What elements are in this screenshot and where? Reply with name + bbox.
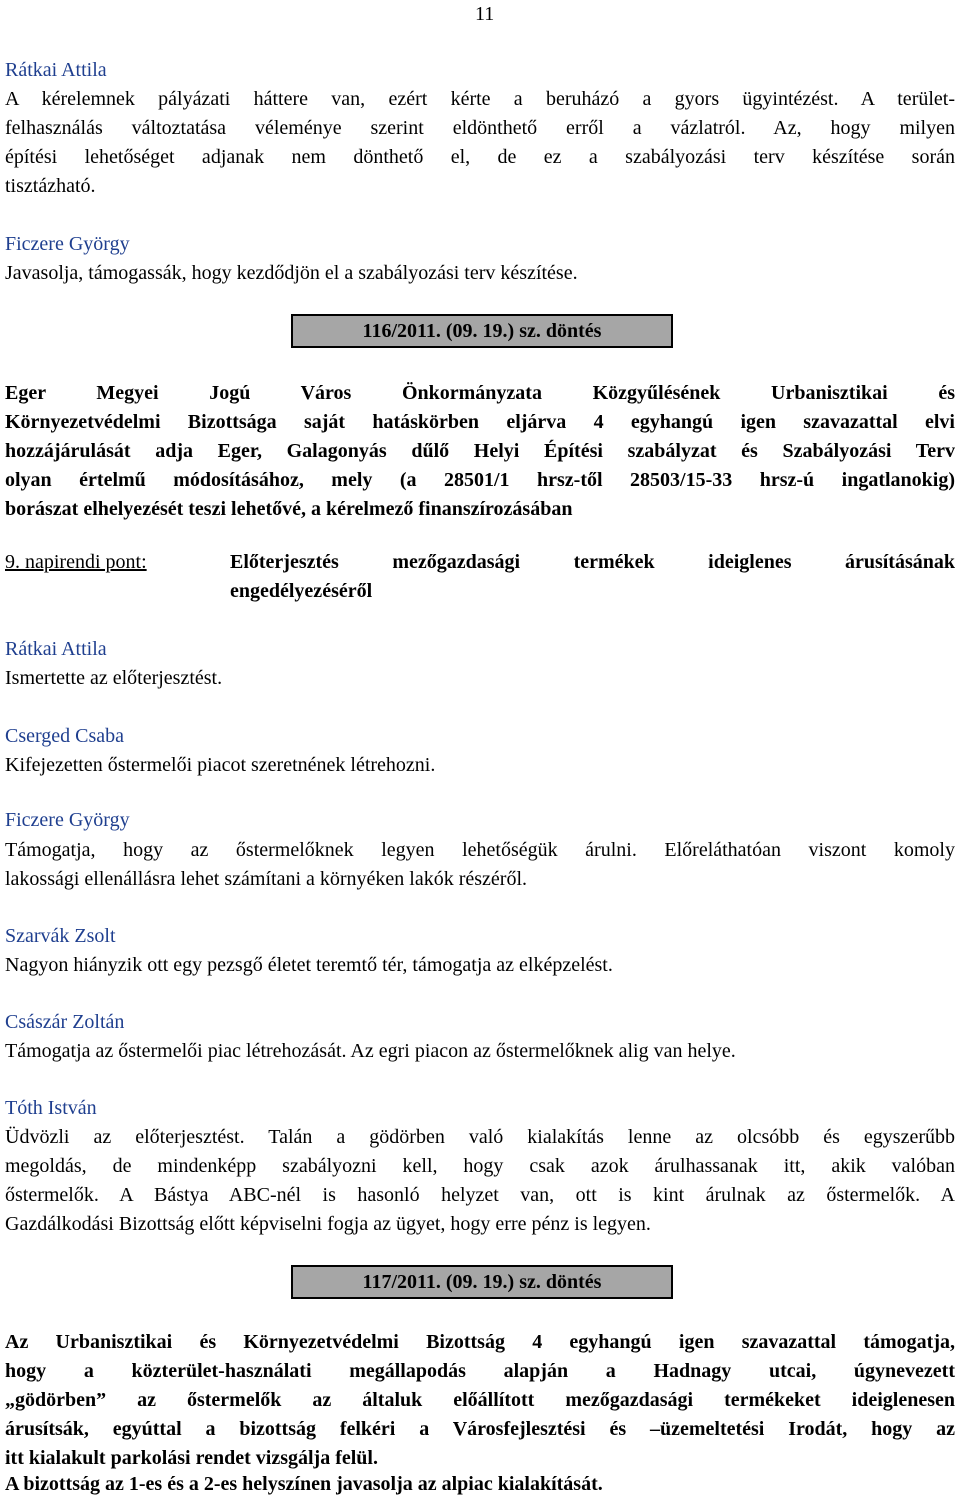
decision-number-box: 116/2011. (09. 19.) sz. döntés (291, 314, 673, 348)
speaker-name: Ficzere György (5, 809, 130, 831)
speaker-name: Ficzere György (5, 233, 130, 255)
decision-text-line: Környezetvédelmi Bizottsága saját hatáskörben eljárva 4 egyhangú igen szavazattal elvi (5, 411, 955, 433)
decision-text-line: hogy a közterület-használati megállapodás alapján a Hadnagy utcai, úgynevezett (5, 1360, 955, 1382)
paragraph-line: Támogatja, hogy az őstermelőknek legyen lehetőségük árulni. Előreláthatóan viszont komoly (5, 839, 955, 861)
paragraph-line: Ismertette az előterjesztést. (5, 667, 223, 689)
decision-text-line: Az Urbanisztikai és Környezetvédelmi Bizottság 4 egyhangú igen szavazattal támogatja, (5, 1331, 955, 1353)
paragraph-line: megoldás, de mindenképp szabályozni kell, hogy csak azok árulhassanak itt, akik valóban (5, 1155, 955, 1177)
speaker-name: Rátkai Attila (5, 59, 107, 81)
decision-text-line: borászat elhelyezését teszi lehetővé, a kérelmező finanszírozásában (5, 498, 573, 520)
decision-text-line: olyan értelmű módosításához, mely (a 28501/1 hrsz-től 28503/15-33 hrsz-ú ingatlanokig) (5, 469, 955, 491)
paragraph-line: Üdvözli az előterjesztést. Talán a gödörben való kialakítás lenne az olcsóbb és egyszerűbb (5, 1126, 955, 1148)
paragraph-line: lakossági ellenállásra lehet számítani a környéken lakók részéről. (5, 868, 528, 890)
page-number: 11 (475, 3, 495, 25)
speaker-name: Szarvák Zsolt (5, 925, 116, 947)
paragraph-line: Kifejezetten őstermelői piacot szeretnének létrehozni. (5, 754, 436, 776)
decision-number-box: 117/2011. (09. 19.) sz. döntés (291, 1265, 673, 1299)
speaker-name: Rátkai Attila (5, 638, 107, 660)
decision-text-line: hozzájárulását adja Eger, Galagonyás dűlő Helyi Építési szabályzat és Szabályozási Terv (5, 440, 955, 462)
agenda-title-line: engedélyezéséről (230, 580, 373, 602)
decision-text-line: árusítsák, egyúttal a bizottság felkéri a Városfejlesztési és –üzemeltetési Irodát, hogy az (5, 1418, 955, 1440)
agenda-title-line: Előterjesztés mezőgazdasági termékek ideiglenes árusításának (230, 551, 955, 573)
decision-text-line: Eger Megyei Jogú Város Önkormányzata Közgyűlésének Urbanisztikai és (5, 382, 955, 404)
decision-text-line: itt kialakult parkolási rendet vizsgálja felül. (5, 1447, 378, 1469)
agenda-number: 9. napirendi pont: (5, 551, 147, 573)
speaker-name: Tóth István (5, 1097, 97, 1119)
speaker-name: Cserged Csaba (5, 725, 125, 747)
paragraph-line: építési lehetőséget adjanak nem dönthető el, de ez a szabályozási terv készítése során (5, 146, 955, 168)
paragraph-line: Javasolja, támogassák, hogy kezdődjön el a szabályozási terv készítése. (5, 262, 578, 284)
paragraph-line: tisztázható. (5, 175, 96, 197)
paragraph-line: Támogatja az őstermelői piac létrehozását. Az egri piacon az őstermelőknek alig van helye. (5, 1040, 736, 1062)
paragraph-line: őstermelők. A Bástya ABC-nél is hasonló helyzet van, ott is kint árulnak az őstermelők. A (5, 1184, 955, 1206)
agenda-title (230, 548, 955, 606)
decision-text-line: „gödörben” az őstermelők az általuk előállított mezőgazdasági termékeket ideiglenesen (5, 1389, 955, 1411)
speaker-name: Császár Zoltán (5, 1011, 125, 1033)
paragraph-line: A kérelemnek pályázati háttere van, ezért kérte a beruházó a gyors ügyintézést. A terület- (5, 88, 955, 110)
paragraph-line: Gazdálkodási Bizottság előtt képviselni fogja az ügyet, hogy erre pénz is legyen. (5, 1213, 651, 1235)
paragraph-line: felhasználás változtatása véleménye szerint eldönthető erről a vázlatról. Az, hogy milyen (5, 117, 955, 139)
decision-text-line: A bizottság az 1-es és a 2-es helyszínen javasolja az alpiac kialakítását. (5, 1473, 603, 1495)
paragraph-line: Nagyon hiányzik ott egy pezsgő életet teremtő tér, támogatja az elképzelést. (5, 954, 613, 976)
